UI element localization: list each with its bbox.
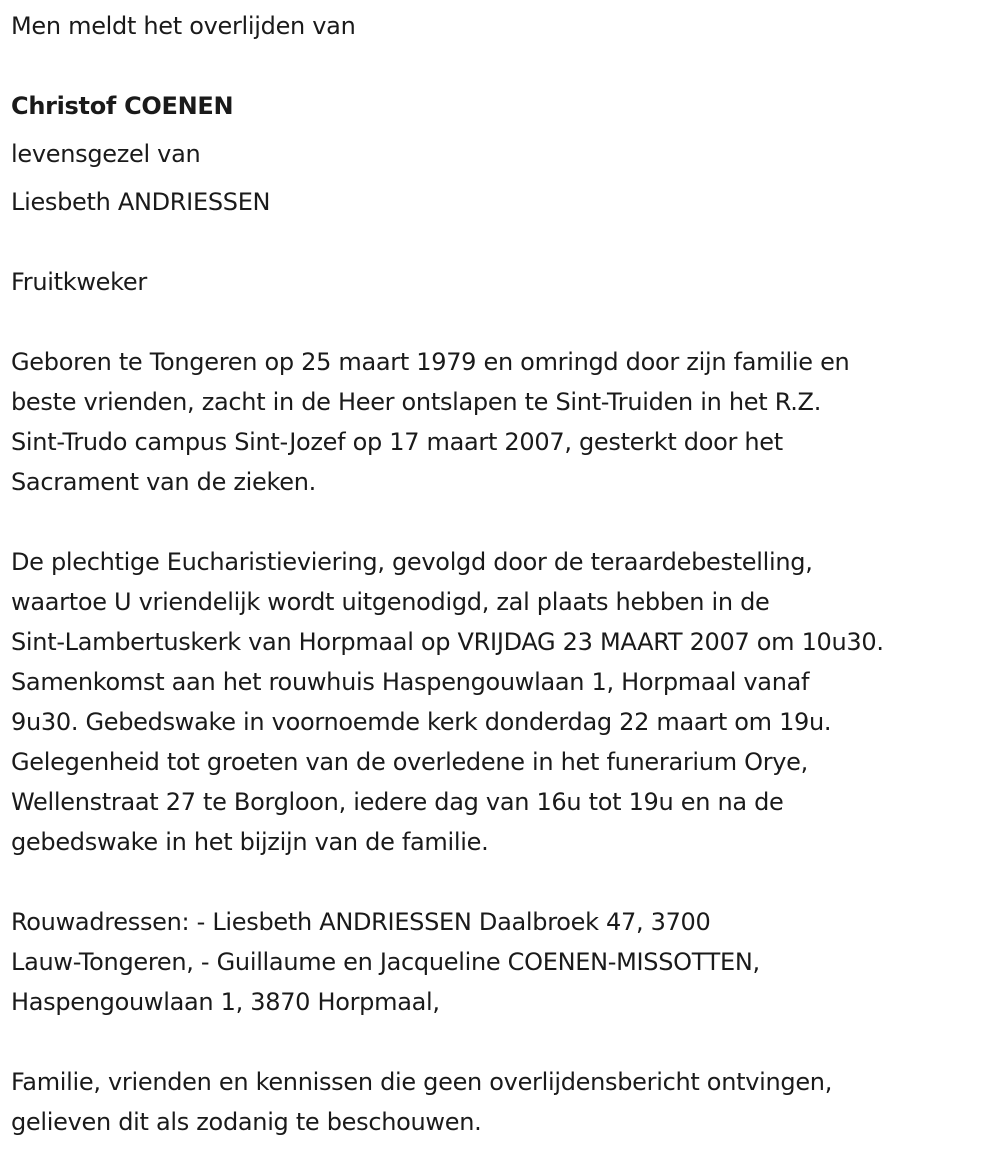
ceremony-line: 9u30. Gebedswake in voornoemde kerk donderdag 22 maart om 19u. (11, 708, 832, 736)
ceremony-line: gebedswake in het bijzijn van de familie. (11, 828, 489, 856)
ceremony-line: De plechtige Eucharistieviering, gevolgd door de teraardebestelling, (11, 548, 813, 576)
ceremony-line: Sint-Lambertuskerk van Horpmaal op VRIJDAG 23 MAART 2007 om 10u30. (11, 628, 884, 656)
address-line: Rouwadressen: - Liesbeth ANDRIESSEN Daalbroek 47, 3700 (11, 908, 711, 936)
birth-line: Sint-Trudo campus Sint-Jozef op 17 maart 2007, gesterkt door het (11, 428, 783, 456)
closing-line: Familie, vrienden en kennissen die geen overlijdensbericht ontvingen, (11, 1068, 833, 1096)
closing-line: gelieven dit als zodanig te beschouwen. (11, 1108, 482, 1136)
ceremony-line: Samenkomst aan het rouwhuis Haspengouwlaan 1, Horpmaal vanaf (11, 668, 810, 696)
birth-line: Sacrament van de zieken. (11, 468, 316, 496)
address-line: Haspengouwlaan 1, 3870 Horpmaal, (11, 988, 440, 1016)
profession-line: Fruitkweker (11, 268, 147, 296)
deceased-name: Christof COENEN (11, 92, 234, 120)
address-line: Lauw-Tongeren, - Guillaume en Jacqueline COENEN-MISSOTTEN, (11, 948, 760, 976)
ceremony-line: Wellenstraat 27 te Borgloon, iedere dag van 16u tot 19u en na de (11, 788, 784, 816)
birth-line: beste vrienden, zacht in de Heer ontslapen te Sint-Truiden in het R.Z. (11, 388, 822, 416)
intro-line: Men meldt het overlijden van (11, 12, 356, 40)
ceremony-line: waartoe U vriendelijk wordt uitgenodigd, zal plaats hebben in de (11, 588, 770, 616)
relation-line: levensgezel van (11, 140, 201, 168)
ceremony-line: Gelegenheid tot groeten van de overledene in het funerarium Orye, (11, 748, 808, 776)
birth-line: Geboren te Tongeren op 25 maart 1979 en omringd door zijn familie en (11, 348, 850, 376)
partner-name: Liesbeth ANDRIESSEN (11, 188, 271, 216)
